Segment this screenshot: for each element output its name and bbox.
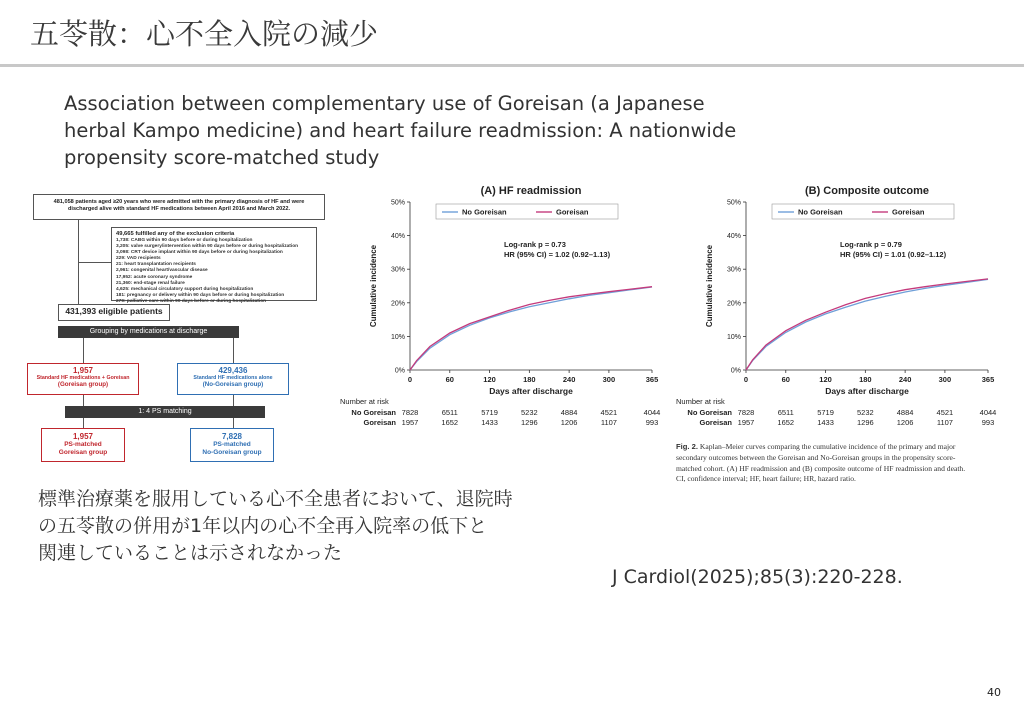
y-axis-label: Cumulative incidence: [705, 244, 714, 328]
flow-exclusion-item: 1,738: CABG within 90 days before or during hospitalization: [116, 238, 253, 243]
flow-source-line: discharged alive with standard HF medications between April 2016 and March 2022.: [67, 206, 291, 212]
flow-source-population-box: [33, 194, 325, 220]
flow-exclusion-box: [111, 227, 317, 304]
risk-table-header: Number at risk: [676, 397, 725, 406]
risk-table-cell: 5232: [856, 408, 874, 417]
x-tick-label: 240: [898, 375, 912, 384]
km-curve-goreisan: [410, 287, 652, 370]
page-number: 40: [987, 686, 1001, 699]
x-tick-label: 300: [602, 375, 616, 384]
x-tick-label: 120: [819, 375, 832, 384]
y-tick-label: 50%: [390, 199, 405, 207]
flow-ps-no-goreisan-box: [190, 428, 274, 462]
risk-table-cell: 7828: [401, 408, 419, 417]
flow-source-line: 481,058 patients aged ≥20 years who were admitted with the primary diagnosis of HF and were: [53, 199, 305, 205]
flow-goreisan-group-box: [27, 363, 139, 395]
flow-exclusion-header: 49,665 fulfilled any of the exclusion criteria: [116, 231, 235, 237]
km-curve-goreisan: [746, 279, 988, 370]
risk-table-cell: 4521: [600, 408, 618, 417]
flow-ps-no-goreisan-line: No-Goreisan group: [202, 449, 262, 456]
flow-ps-no-goreisan-n: 7,828: [221, 432, 243, 441]
flow-no-goreisan-n: 429,436: [218, 366, 248, 375]
risk-table-cell: 1957: [737, 418, 755, 427]
figure-caption-text: Kaplan–Meier curves comparing the cumulative incidence of the primary and major: [697, 442, 956, 451]
x-tick-label: 365: [645, 375, 659, 384]
y-tick-label: 40%: [390, 233, 405, 241]
title-divider: [0, 64, 1024, 67]
y-tick-label: 50%: [726, 199, 741, 207]
legend-label: Goreisan: [556, 207, 589, 217]
risk-table-cell: 993: [645, 418, 659, 427]
risk-table-cell: 6511: [777, 408, 794, 417]
flow-exclusion-item: 181: pregnancy or delivery within 90 days before or during hospitalization: [116, 292, 285, 298]
flow-exclusion-item: 4,625: mechanical circulatory support during hospitalization: [116, 286, 254, 292]
risk-table-row-label: No Goreisan: [351, 408, 396, 417]
risk-table-cell: 4521: [936, 408, 954, 417]
flow-exclusion-item: 3,098: CRT device implant within 90 days before or during hospitalization: [116, 250, 283, 256]
paper-title-line: Association between complementary use of Goreisan (a Japanese: [64, 92, 705, 115]
citation: J Cardiol(2025);85(3):220-228.: [612, 566, 903, 588]
risk-table-row-label: Goreisan: [363, 418, 396, 427]
risk-table-cell: 993: [981, 418, 995, 427]
risk-table-header: Number at risk: [340, 397, 389, 406]
figure-caption-line: [676, 442, 1012, 453]
x-tick-label: 300: [938, 375, 952, 384]
y-tick-label: 20%: [726, 300, 741, 308]
figure-caption: [676, 442, 1012, 485]
stat-annotation: Log-rank p = 0.73: [504, 240, 566, 249]
risk-table-cell: 1652: [777, 418, 795, 427]
y-tick-label: 10%: [726, 333, 741, 341]
conclusion-text: [38, 486, 658, 567]
flow-ps-no-goreisan-line: PS-matched: [213, 441, 251, 448]
y-tick-label: 30%: [390, 266, 405, 274]
risk-table-cell: 4044: [979, 408, 997, 417]
figure-caption-line: matched cohort. (A) HF readmission and (B) composite outcome of HF readmission and death.: [676, 463, 966, 473]
figure-caption-line: CI, confidence interval; HF, heart failure; HR, hazard ratio.: [676, 474, 856, 484]
risk-table-cell: 6511: [441, 408, 458, 417]
legend-label: No Goreisan: [462, 207, 507, 217]
flow-goreisan-label: (Goreisan group): [57, 381, 109, 389]
y-tick-label: 0%: [394, 367, 405, 375]
paper-title-line: herbal Kampo medicine) and heart failure readmission: A nationwide: [64, 119, 737, 142]
flow-ps-goreisan-line: PS-matched: [64, 441, 102, 448]
risk-table-cell: 1296: [520, 418, 538, 427]
flow-ps-matching-bar: 1: 4 PS matching: [65, 406, 265, 418]
flow-ps-goreisan-n: 1,957: [72, 432, 94, 441]
stat-annotation: Log-rank p = 0.79: [840, 240, 902, 249]
risk-table-cell: 1957: [401, 418, 419, 427]
flow-exclusion-item: 279: palliative care within 90 days before or during hospitalization: [116, 298, 267, 304]
km-curve-no-goreisan: [746, 279, 988, 370]
risk-table-cell: 1296: [856, 418, 874, 427]
x-tick-label: 120: [483, 375, 496, 384]
y-tick-label: 30%: [726, 266, 741, 274]
risk-table-cell: 5719: [481, 408, 498, 417]
y-tick-label: 10%: [390, 333, 405, 341]
risk-table-cell: 1107: [600, 418, 617, 427]
flow-no-goreisan-group-box: [177, 363, 289, 395]
flow-ps-goreisan-box: [41, 428, 125, 462]
x-tick-label: 60: [781, 375, 790, 384]
legend-label: No Goreisan: [798, 207, 843, 217]
figure-caption-line: secondary outcomes between the Goreisan and No-Goreisan groups in the propensity score-: [676, 452, 956, 462]
risk-table-cell: 5232: [520, 408, 538, 417]
risk-table-cell: 1107: [936, 418, 953, 427]
risk-table-cell: 7828: [737, 408, 755, 417]
x-tick-label: 180: [523, 375, 536, 384]
conclusion-line: 標準治療薬を服用している心不全患者において、退院時: [38, 488, 513, 510]
conclusion-line: の五苓散の併用が1年以内の心不全再入院率の低下と: [38, 515, 488, 537]
flow-exclusion-item: 3,205: valve surgery/intervention within 90 days before or during hospitalization: [116, 244, 299, 250]
flow-ps-goreisan-line: Goreisan group: [58, 449, 108, 456]
risk-table-cell: 4884: [560, 408, 578, 417]
flow-no-goreisan-desc: Standard HF medications alone: [193, 375, 273, 381]
risk-table-cell: 1206: [560, 418, 578, 427]
paper-title: [64, 90, 864, 171]
risk-table-row-label: Goreisan: [699, 418, 732, 427]
risk-table-cell: 4884: [896, 408, 914, 417]
conclusion-line: 関連していることは示されなかった: [38, 542, 343, 564]
slide-title: 五苓散：心不全入院の減少: [30, 17, 379, 51]
risk-table-cell: 4044: [643, 408, 661, 417]
risk-table-cell: 1652: [441, 418, 459, 427]
x-tick-label: 0: [743, 375, 749, 384]
x-tick-label: 240: [562, 375, 576, 384]
flow-connector: [78, 262, 111, 263]
flow-connector: [83, 338, 84, 363]
km-curve-no-goreisan: [410, 287, 652, 370]
flow-connector: [233, 338, 234, 363]
km-chart-composite-outcome: [674, 182, 1008, 434]
legend-label: Goreisan: [892, 207, 925, 217]
stat-annotation: HR (95% CI) = 1.01 (0.92–1.12): [840, 250, 947, 259]
flow-exclusion-item: 2,961: congenital heart/vascular disease: [116, 268, 208, 274]
flow-eligible-box: 431,393 eligible patients: [58, 304, 170, 321]
patient-flowchart: [25, 186, 341, 466]
x-tick-label: 0: [407, 375, 413, 384]
flow-no-goreisan-label: (No-Goreisan group): [202, 381, 264, 389]
risk-table-cell: 1433: [817, 418, 834, 427]
y-tick-label: 40%: [726, 233, 741, 241]
paper-title-line: propensity score-matched study: [64, 146, 380, 169]
x-axis-label: Days after discharge: [489, 386, 573, 396]
stat-annotation: HR (95% CI) = 1.02 (0.92–1.13): [504, 250, 611, 259]
y-tick-label: 0%: [730, 367, 741, 375]
km-chart-hf-readmission: [338, 182, 672, 434]
flow-grouping-bar: Grouping by medications at discharge: [58, 326, 239, 338]
flow-exclusion-item: 229: VAD recipients: [116, 256, 161, 262]
chart-title: (B) Composite outcome: [804, 185, 930, 197]
flow-exclusion-item: 17,952: acute coronary syndrome: [116, 274, 193, 280]
risk-table-row-label: No Goreisan: [687, 408, 732, 417]
x-tick-label: 60: [445, 375, 454, 384]
x-tick-label: 180: [859, 375, 872, 384]
chart-title: (A) HF readmission: [480, 185, 582, 197]
risk-table-cell: 5719: [817, 408, 834, 417]
y-tick-label: 20%: [390, 300, 405, 308]
flow-exclusion-item: 21,360: end-stage renal failure: [116, 280, 185, 286]
y-axis-label: Cumulative incidence: [369, 244, 378, 328]
risk-table-cell: 1206: [896, 418, 914, 427]
flow-exclusion-item: 21: heart transplantation recipients: [116, 262, 196, 268]
flow-goreisan-desc: Standard HF medications + Goreisan: [36, 375, 130, 381]
risk-table-cell: 1433: [481, 418, 498, 427]
figure-caption-label: Fig. 2.: [676, 442, 698, 451]
x-axis-label: Days after discharge: [825, 386, 909, 396]
flow-goreisan-n: 1,957: [72, 366, 94, 375]
x-tick-label: 365: [981, 375, 995, 384]
